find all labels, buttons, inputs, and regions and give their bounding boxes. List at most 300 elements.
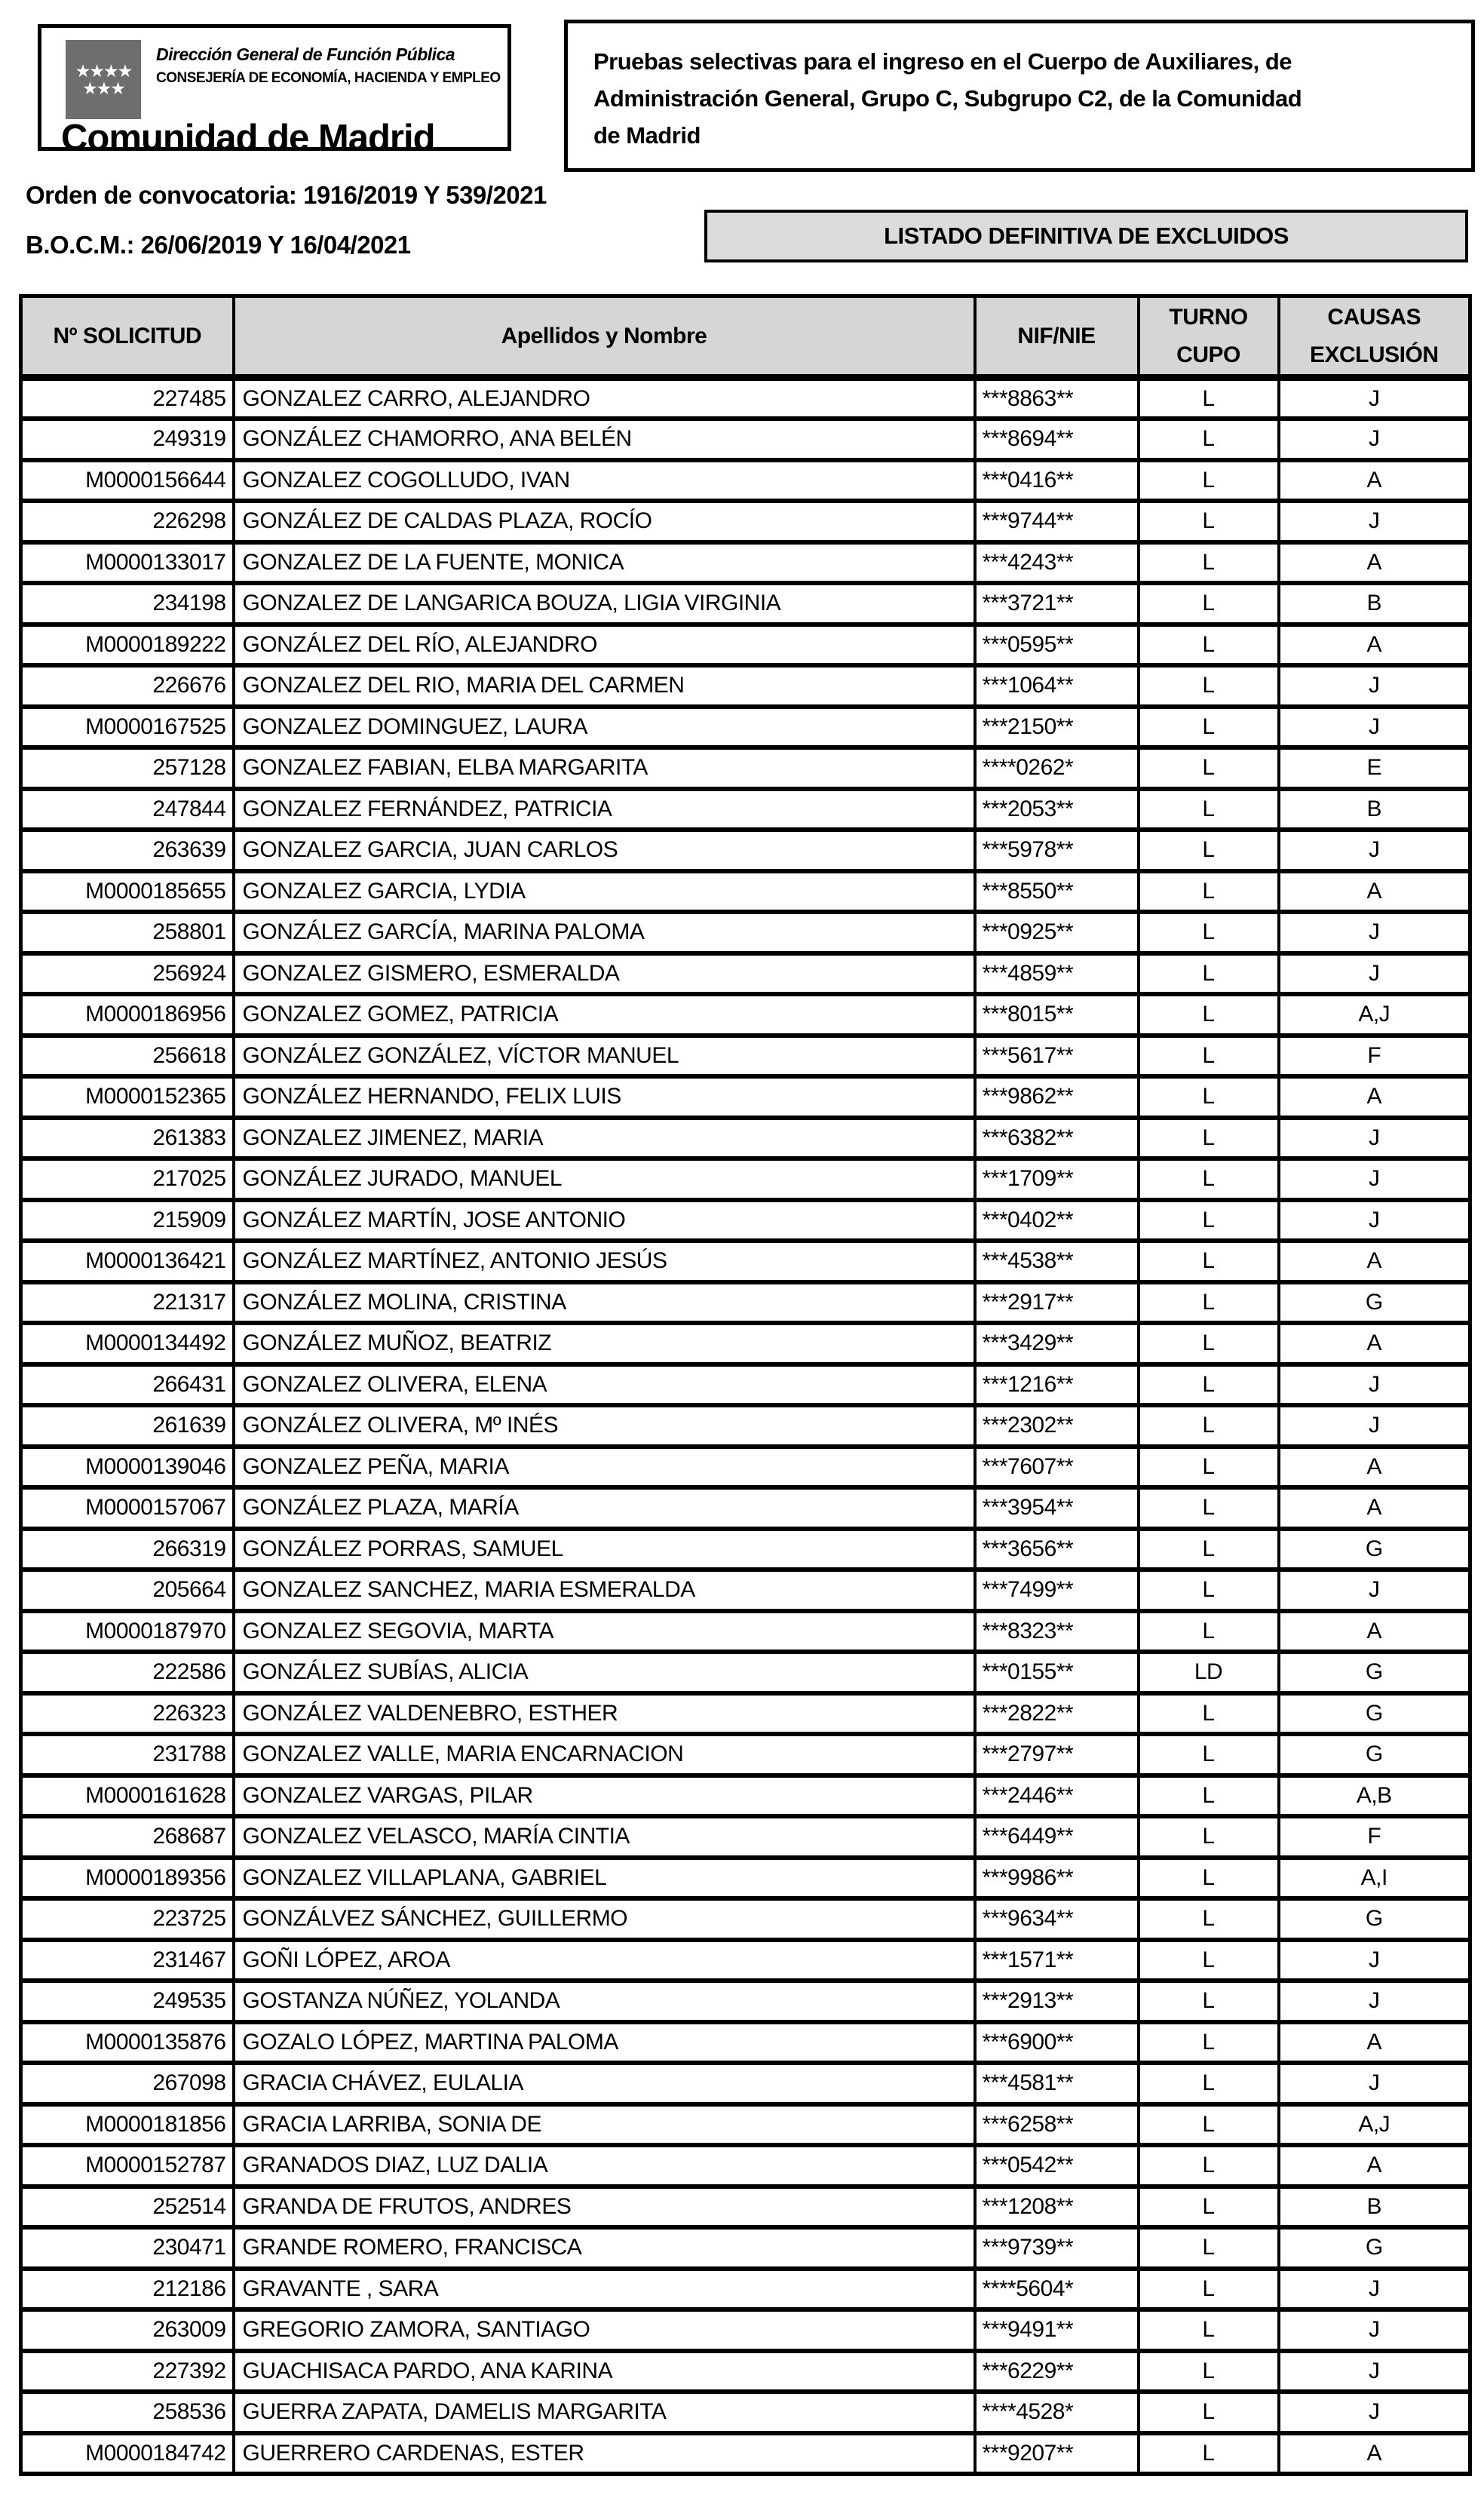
cell-causas: A — [1279, 1487, 1470, 1529]
cell-nombre: GRAVANTE , SARA — [234, 2269, 975, 2310]
cell-nif: ***8323** — [975, 1611, 1139, 1653]
cell-turno: L — [1139, 1447, 1279, 1488]
column-header-turno-line1: TURNO — [1169, 304, 1248, 330]
cell-nif: ***0402** — [975, 1200, 1139, 1241]
cell-nombre: GONZALEZ GOMEZ, PATRICIA — [234, 994, 975, 1036]
cell-turno: L — [1139, 665, 1279, 707]
cell-nombre: GONZÁLEZ CHAMORRO, ANA BELÉN — [234, 419, 975, 460]
cell-nif: ***9744** — [975, 501, 1139, 542]
cell-nif: ***8550** — [975, 871, 1139, 913]
table-row — [21, 1652, 1470, 1693]
cell-nif: ***6258** — [975, 2104, 1139, 2146]
cell-solicitud: M0000134492 — [21, 1323, 234, 1364]
cell-nif: ***4243** — [975, 542, 1139, 584]
table-row — [21, 419, 1470, 460]
cell-causas: A — [1279, 871, 1470, 913]
cell-solicitud: 226323 — [21, 1693, 234, 1735]
cell-causas: J — [1279, 1405, 1470, 1447]
cell-causas: A — [1279, 460, 1470, 502]
cell-nombre: GONZALEZ JIMENEZ, MARIA — [234, 1118, 975, 1159]
table-row — [21, 1487, 1470, 1529]
cell-solicitud: 205664 — [21, 1570, 234, 1611]
cell-solicitud: 226298 — [21, 501, 234, 542]
cell-turno: L — [1139, 2392, 1279, 2433]
cell-solicitud: 226676 — [21, 665, 234, 707]
cell-turno: L — [1139, 2187, 1279, 2228]
cell-solicitud: 266431 — [21, 1364, 234, 1406]
cell-turno: L — [1139, 1858, 1279, 1899]
cell-causas: A — [1279, 1323, 1470, 1364]
table-row — [21, 1981, 1470, 2022]
cell-solicitud: M0000152365 — [21, 1076, 234, 1118]
cell-turno: L — [1139, 2063, 1279, 2104]
cell-nif: ***1709** — [975, 1159, 1139, 1200]
cell-causas: G — [1279, 1529, 1470, 1570]
cell-turno: L — [1139, 583, 1279, 625]
cell-nombre: GONZALEZ SEGOVIA, MARTA — [234, 1611, 975, 1653]
cell-turno: L — [1139, 1940, 1279, 1981]
exam-title-line: Administración General, Grupo C, Subgrupo C2, de la Comunidad — [593, 85, 1302, 112]
cell-nombre: GONZÁLEZ DE CALDAS PLAZA, ROCÍO — [234, 501, 975, 542]
table-row — [21, 747, 1470, 789]
cell-nif: ***9634** — [975, 1898, 1139, 1940]
table-row — [21, 830, 1470, 871]
table-row — [21, 2269, 1470, 2310]
cell-causas: A — [1279, 542, 1470, 584]
column-header-causas — [1279, 296, 1470, 378]
cell-nif: ***2053** — [975, 789, 1139, 830]
cell-nif: ***3429** — [975, 1323, 1139, 1364]
cell-causas: B — [1279, 2187, 1470, 2228]
cell-causas: G — [1279, 1282, 1470, 1324]
cell-nif: ***4581** — [975, 2063, 1139, 2104]
cell-nombre: GONZALEZ VELASCO, MARÍA CINTIA — [234, 1816, 975, 1858]
cell-causas: J — [1279, 1940, 1470, 1981]
cell-solicitud: 256924 — [21, 953, 234, 995]
cell-turno: L — [1139, 994, 1279, 1036]
cell-nombre: GRANADOS DIAZ, LUZ DALIA — [234, 2145, 975, 2187]
orden-convocatoria-text: Orden de convocatoria: 1916/2019 Y 539/2021 — [26, 181, 547, 209]
cell-solicitud: M0000136421 — [21, 1241, 234, 1282]
cell-nombre: GONZALEZ DE LANGARICA BOUZA, LIGIA VIRGINIA — [234, 583, 975, 625]
cell-nombre: GONZÁLEZ GARCÍA, MARINA PALOMA — [234, 912, 975, 953]
table-row — [21, 1816, 1470, 1858]
cell-solicitud: M0000135876 — [21, 2022, 234, 2064]
cell-causas: J — [1279, 378, 1470, 419]
cell-turno: L — [1139, 2104, 1279, 2146]
cell-turno: L — [1139, 625, 1279, 666]
cell-nombre: GONZÁLEZ DEL RÍO, ALEJANDRO — [234, 625, 975, 666]
cell-causas: J — [1279, 953, 1470, 995]
cell-solicitud: 261639 — [21, 1405, 234, 1447]
cell-turno: L — [1139, 707, 1279, 748]
cell-turno: L — [1139, 830, 1279, 871]
cell-nif: ***3721** — [975, 583, 1139, 625]
cell-causas: J — [1279, 1118, 1470, 1159]
cell-nombre: GONZALEZ DE LA FUENTE, MONICA — [234, 542, 975, 584]
cell-solicitud: M0000185655 — [21, 871, 234, 913]
table-row — [21, 1940, 1470, 1981]
cell-nombre: GONZALEZ DOMINGUEZ, LAURA — [234, 707, 975, 748]
cell-nombre: GONZALEZ VILLAPLANA, GABRIEL — [234, 1858, 975, 1899]
table-row — [21, 912, 1470, 953]
cell-causas: J — [1279, 419, 1470, 460]
table-row — [21, 789, 1470, 830]
cell-nif: ***9491** — [975, 2309, 1139, 2351]
cell-causas: A — [1279, 625, 1470, 666]
table-row — [21, 665, 1470, 707]
cell-nombre: GREGORIO ZAMORA, SANTIAGO — [234, 2309, 975, 2351]
cell-causas: A,B — [1279, 1775, 1470, 1817]
logo-consejeria-text: CONSEJERÍA DE ECONOMÍA, HACIENDA Y EMPLEO — [156, 70, 501, 86]
cell-nombre: GONZÁLEZ MARTÍNEZ, ANTONIO JESÚS — [234, 1241, 975, 1282]
cell-nif: ***7607** — [975, 1447, 1139, 1488]
cell-turno: L — [1139, 912, 1279, 953]
cell-nif: ***2150** — [975, 707, 1139, 748]
cell-nif: ***2917** — [975, 1282, 1139, 1324]
cell-causas: F — [1279, 1036, 1470, 1077]
cell-nif: ***6900** — [975, 2022, 1139, 2064]
cell-nombre: GONZÁLEZ MARTÍN, JOSE ANTONIO — [234, 1200, 975, 1241]
cell-solicitud: 267098 — [21, 2063, 234, 2104]
cell-turno: L — [1139, 378, 1279, 419]
cell-causas: A — [1279, 1241, 1470, 1282]
cell-turno: L — [1139, 2145, 1279, 2187]
table-row — [21, 1159, 1470, 1200]
column-header-causas-line1: CAUSAS — [1327, 304, 1421, 330]
cell-nif: ***1216** — [975, 1364, 1139, 1406]
cell-nombre: GOÑI LÓPEZ, AROA — [234, 1940, 975, 1981]
cell-solicitud: M0000186956 — [21, 994, 234, 1036]
table-row — [21, 1447, 1470, 1488]
cell-nombre: GONZÁLEZ PLAZA, MARÍA — [234, 1487, 975, 1529]
cell-solicitud: 258801 — [21, 912, 234, 953]
cell-nif: ***3656** — [975, 1529, 1139, 1570]
cell-turno: L — [1139, 747, 1279, 789]
cell-nombre: GONZÁLEZ MOLINA, CRISTINA — [234, 1282, 975, 1324]
cell-nif: ***2913** — [975, 1981, 1139, 2022]
cell-turno: L — [1139, 1118, 1279, 1159]
cell-turno: L — [1139, 2309, 1279, 2351]
table-row — [21, 625, 1470, 666]
cell-nombre: GONZÁLEZ PORRAS, SAMUEL — [234, 1529, 975, 1570]
cell-causas: J — [1279, 2269, 1470, 2310]
cell-turno: L — [1139, 789, 1279, 830]
cell-turno: L — [1139, 1898, 1279, 1940]
column-header-turno — [1139, 296, 1279, 378]
cell-turno: L — [1139, 2269, 1279, 2310]
cell-nombre: GONZALEZ FABIAN, ELBA MARGARITA — [234, 747, 975, 789]
cell-solicitud: M0000167525 — [21, 707, 234, 748]
column-header-nif: NIF/NIE — [975, 296, 1139, 378]
cell-turno: L — [1139, 1200, 1279, 1241]
table-row — [21, 1241, 1470, 1282]
cell-nif: ***1064** — [975, 665, 1139, 707]
cell-solicitud: M0000139046 — [21, 1447, 234, 1488]
cell-nif: ****5604* — [975, 2269, 1139, 2310]
table-row — [21, 1611, 1470, 1653]
cell-causas: B — [1279, 789, 1470, 830]
cell-causas: J — [1279, 501, 1470, 542]
cell-solicitud: 221317 — [21, 1282, 234, 1324]
cell-solicitud: M0000181856 — [21, 2104, 234, 2146]
cell-turno: L — [1139, 1159, 1279, 1200]
cell-turno: L — [1139, 2227, 1279, 2269]
table-row — [21, 1364, 1470, 1406]
cell-nif: ***9739** — [975, 2227, 1139, 2269]
cell-solicitud: 231788 — [21, 1734, 234, 1775]
cell-causas: J — [1279, 707, 1470, 748]
cell-turno: L — [1139, 1364, 1279, 1406]
madrid-logo-box — [38, 24, 511, 158]
cell-nombre: GONZALEZ GISMERO, ESMERALDA — [234, 953, 975, 995]
logo-comunidad-text: Comunidad de Madrid — [61, 118, 435, 158]
cell-solicitud: M0000187970 — [21, 1611, 234, 1653]
cell-nombre: GONZALEZ CARRO, ALEJANDRO — [234, 378, 975, 419]
cell-turno: L — [1139, 1775, 1279, 1817]
cell-nombre: GONZALEZ VARGAS, PILAR — [234, 1775, 975, 1817]
cell-nif: ***0595** — [975, 625, 1139, 666]
cell-solicitud: M0000156644 — [21, 460, 234, 502]
cell-causas: A — [1279, 2022, 1470, 2064]
cell-nombre: GRANDE ROMERO, FRANCISCA — [234, 2227, 975, 2269]
column-header-solicitud: Nº SOLICITUD — [21, 296, 234, 378]
cell-causas: A,J — [1279, 994, 1470, 1036]
cell-nif: ***8863** — [975, 378, 1139, 419]
cell-causas: A,I — [1279, 1858, 1470, 1899]
cell-causas: J — [1279, 2309, 1470, 2351]
cell-nombre: GONZALEZ GARCIA, LYDIA — [234, 871, 975, 913]
table-row — [21, 1775, 1470, 1817]
table-row — [21, 1570, 1470, 1611]
cell-causas: A — [1279, 1447, 1470, 1488]
cell-causas: A — [1279, 2145, 1470, 2187]
listado-definitiva-label: LISTADO DEFINITIVA DE EXCLUIDOS — [884, 222, 1289, 249]
cell-solicitud: 252514 — [21, 2187, 234, 2228]
table-row — [21, 1076, 1470, 1118]
cell-turno: L — [1139, 871, 1279, 913]
cell-nif: ***7499** — [975, 1570, 1139, 1611]
cell-nif: ***6382** — [975, 1118, 1139, 1159]
table-row — [21, 707, 1470, 748]
table-row — [21, 994, 1470, 1036]
cell-turno: L — [1139, 1405, 1279, 1447]
cell-solicitud: M0000157067 — [21, 1487, 234, 1529]
cell-causas: G — [1279, 1898, 1470, 1940]
column-header-nombre: Apellidos y Nombre — [234, 296, 975, 378]
cell-causas: G — [1279, 2227, 1470, 2269]
table-row — [21, 1898, 1470, 1940]
cell-solicitud: 234198 — [21, 583, 234, 625]
cell-turno: L — [1139, 1323, 1279, 1364]
cell-turno: L — [1139, 1076, 1279, 1118]
cell-solicitud: 268687 — [21, 1816, 234, 1858]
cell-nif: ***0542** — [975, 2145, 1139, 2187]
cell-causas: J — [1279, 1364, 1470, 1406]
cell-nombre: GONZALEZ OLIVERA, ELENA — [234, 1364, 975, 1406]
cell-nif: ***1571** — [975, 1940, 1139, 1981]
cell-nombre: GUACHISACA PARDO, ANA KARINA — [234, 2351, 975, 2392]
cell-solicitud: 217025 — [21, 1159, 234, 1200]
exam-title-line: Pruebas selectivas para el ingreso en el Cuerpo de Auxiliares, de — [593, 48, 1292, 75]
cell-nombre: GONZALEZ FERNÁNDEZ, PATRICIA — [234, 789, 975, 830]
cell-nif: ***4538** — [975, 1241, 1139, 1282]
table-row — [21, 583, 1470, 625]
cell-nombre: GONZALEZ GARCIA, JUAN CARLOS — [234, 830, 975, 871]
cell-nif: ***2446** — [975, 1775, 1139, 1817]
logo-direccion-text: Dirección General de Función Pública — [156, 44, 455, 64]
table-row — [21, 378, 1470, 419]
cell-nif: ***5978** — [975, 830, 1139, 871]
cell-causas: J — [1279, 665, 1470, 707]
table-row — [21, 2022, 1470, 2064]
cell-causas: E — [1279, 747, 1470, 789]
cell-turno: L — [1139, 1734, 1279, 1775]
cell-nombre: GONZÁLEZ OLIVERA, Mº INÉS — [234, 1405, 975, 1447]
cell-nif: ***2797** — [975, 1734, 1139, 1775]
cell-turno: L — [1139, 1570, 1279, 1611]
table-row — [21, 2309, 1470, 2351]
cell-nif: ***6449** — [975, 1816, 1139, 1858]
madrid-stars-icon: ★★★ — [82, 78, 124, 98]
cell-nombre: GUERRERO CARDENAS, ESTER — [234, 2433, 975, 2475]
cell-turno: L — [1139, 1282, 1279, 1324]
cell-nombre: GONZÁLEZ SUBÍAS, ALICIA — [234, 1652, 975, 1693]
cell-turno: L — [1139, 1816, 1279, 1858]
cell-turno: L — [1139, 1487, 1279, 1529]
cell-nif: ***9986** — [975, 1858, 1139, 1899]
cell-nombre: GOZALO LÓPEZ, MARTINA PALOMA — [234, 2022, 975, 2064]
cell-solicitud: 227392 — [21, 2351, 234, 2392]
column-header-causas-line2: EXCLUSIÓN — [1309, 342, 1439, 367]
cell-causas: J — [1279, 1570, 1470, 1611]
cell-solicitud: 231467 — [21, 1940, 234, 1981]
cell-causas: A — [1279, 1076, 1470, 1118]
cell-nombre: GONZALEZ SANCHEZ, MARIA ESMERALDA — [234, 1570, 975, 1611]
cell-solicitud: M0000189356 — [21, 1858, 234, 1899]
excluidos-table — [19, 294, 1472, 2476]
cell-nombre: GOSTANZA NÚÑEZ, YOLANDA — [234, 1981, 975, 2022]
cell-nombre: GONZÁLEZ JURADO, MANUEL — [234, 1159, 975, 1200]
cell-causas: J — [1279, 1981, 1470, 2022]
madrid-stars-icon: ★★★★ — [75, 60, 132, 81]
table-row — [21, 1200, 1470, 1241]
cell-turno: L — [1139, 419, 1279, 460]
table-row — [21, 501, 1470, 542]
table-row — [21, 1036, 1470, 1077]
table-row — [21, 460, 1470, 502]
cell-nombre: GONZÁLVEZ SÁNCHEZ, GUILLERMO — [234, 1898, 975, 1940]
cell-causas: G — [1279, 1734, 1470, 1775]
cell-solicitud: 247844 — [21, 789, 234, 830]
cell-causas: A — [1279, 2433, 1470, 2475]
table-row — [21, 2104, 1470, 2146]
cell-turno: L — [1139, 460, 1279, 502]
cell-causas: B — [1279, 583, 1470, 625]
cell-causas: A — [1279, 1611, 1470, 1653]
cell-turno: L — [1139, 501, 1279, 542]
cell-nif: ***1208** — [975, 2187, 1139, 2228]
cell-turno: L — [1139, 1693, 1279, 1735]
table-row — [21, 2063, 1470, 2104]
cell-turno: L — [1139, 2351, 1279, 2392]
cell-turno: L — [1139, 1981, 1279, 2022]
table-row — [21, 2433, 1470, 2475]
cell-nombre: GONZALEZ COGOLLUDO, IVAN — [234, 460, 975, 502]
cell-turno: L — [1139, 542, 1279, 584]
cell-solicitud: M0000152787 — [21, 2145, 234, 2187]
cell-nombre: GRACIA CHÁVEZ, EULALIA — [234, 2063, 975, 2104]
bocm-text: B.O.C.M.: 26/06/2019 Y 16/04/2021 — [26, 231, 411, 259]
cell-nombre: GRANDA DE FRUTOS, ANDRES — [234, 2187, 975, 2228]
cell-solicitud: 223725 — [21, 1898, 234, 1940]
cell-solicitud: 215909 — [21, 1200, 234, 1241]
cell-nif: ***9207** — [975, 2433, 1139, 2475]
cell-nombre: GONZÁLEZ HERNANDO, FELIX LUIS — [234, 1076, 975, 1118]
cell-turno: L — [1139, 2022, 1279, 2064]
cell-solicitud: 258536 — [21, 2392, 234, 2433]
table-row — [21, 871, 1470, 913]
cell-nif: ***0416** — [975, 460, 1139, 502]
cell-nif: ***3954** — [975, 1487, 1139, 1529]
cell-nif: ***5617** — [975, 1036, 1139, 1077]
cell-nif: ***6229** — [975, 2351, 1139, 2392]
cell-causas: A,J — [1279, 2104, 1470, 2146]
cell-causas: J — [1279, 830, 1470, 871]
cell-nif: ***2302** — [975, 1405, 1139, 1447]
table-row — [21, 1734, 1470, 1775]
cell-solicitud: 249535 — [21, 1981, 234, 2022]
cell-nif: ***8015** — [975, 994, 1139, 1036]
cell-solicitud: 230471 — [21, 2227, 234, 2269]
table-row — [21, 1323, 1470, 1364]
cell-nif: ***0925** — [975, 912, 1139, 953]
cell-solicitud: 212186 — [21, 2269, 234, 2310]
listado-definitiva-box — [704, 210, 1468, 262]
table-row — [21, 1282, 1470, 1324]
cell-nif: ****4528* — [975, 2392, 1139, 2433]
cell-causas: J — [1279, 2063, 1470, 2104]
cell-solicitud: M0000133017 — [21, 542, 234, 584]
column-header-turno-line2: CUPO — [1176, 342, 1240, 367]
cell-nombre: GONZÁLEZ MUÑOZ, BEATRIZ — [234, 1323, 975, 1364]
table-row — [21, 1858, 1470, 1899]
cell-solicitud: 263639 — [21, 830, 234, 871]
cell-causas: J — [1279, 2392, 1470, 2433]
cell-causas: J — [1279, 912, 1470, 953]
cell-solicitud: 266319 — [21, 1529, 234, 1570]
table-row — [21, 2351, 1470, 2392]
cell-solicitud: 261383 — [21, 1118, 234, 1159]
cell-nombre: GONZALEZ PEÑA, MARIA — [234, 1447, 975, 1488]
exam-title-line: de Madrid — [593, 122, 701, 149]
table-row — [21, 2145, 1470, 2187]
cell-solicitud: 227485 — [21, 378, 234, 419]
cell-turno: L — [1139, 1241, 1279, 1282]
cell-nombre: GONZÁLEZ GONZÁLEZ, VÍCTOR MANUEL — [234, 1036, 975, 1077]
cell-causas: G — [1279, 1652, 1470, 1693]
cell-solicitud: M0000189222 — [21, 625, 234, 666]
cell-solicitud: 256618 — [21, 1036, 234, 1077]
cell-nombre: GONZALEZ VALLE, MARIA ENCARNACION — [234, 1734, 975, 1775]
cell-nombre: GRACIA LARRIBA, SONIA DE — [234, 2104, 975, 2146]
logo-text-block — [156, 44, 501, 87]
cell-causas: J — [1279, 2351, 1470, 2392]
table-row — [21, 1118, 1470, 1159]
madrid-flag-icon — [66, 40, 141, 119]
cell-turno: L — [1139, 2433, 1279, 2475]
cell-causas: J — [1279, 1200, 1470, 1241]
